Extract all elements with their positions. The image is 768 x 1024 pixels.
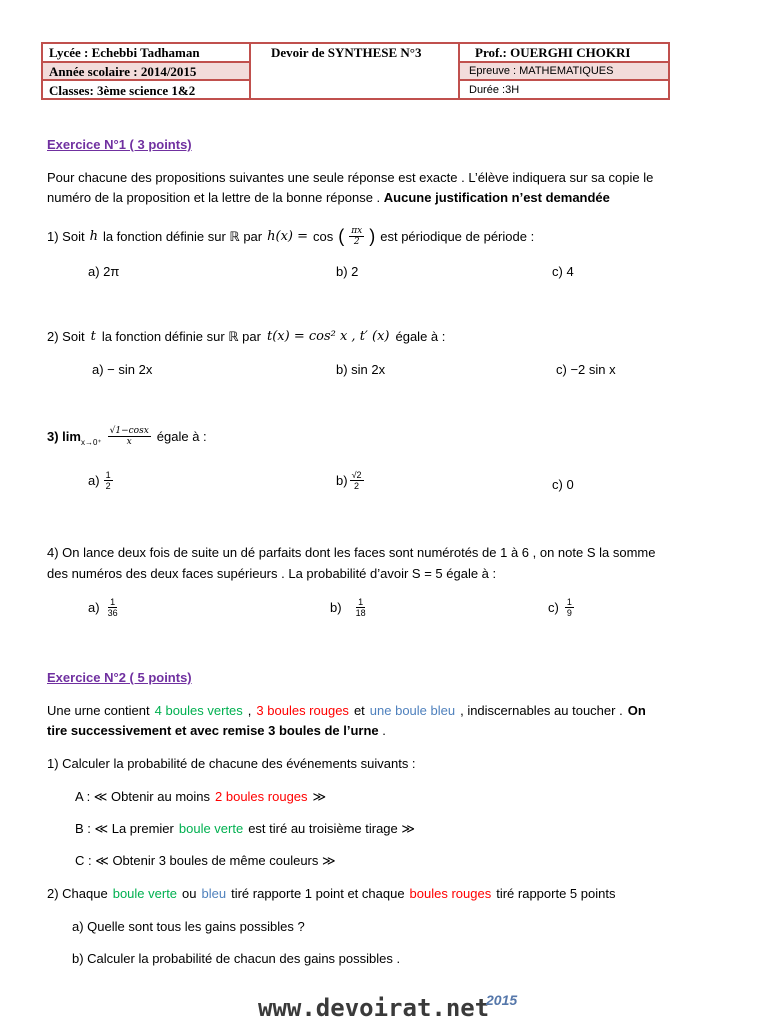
- ex2-l1-blue: une boule bleu: [369, 703, 456, 718]
- q2-ex2-d: tiré rapporte 5 points: [496, 886, 616, 901]
- ex1-title: Exercice N°1 ( 3 points): [47, 137, 192, 152]
- q1-choice-a: a) 2π: [88, 264, 120, 279]
- q3-statement: [47, 426, 207, 447]
- ex2-line2: [47, 723, 386, 738]
- header-year-cell: [42, 62, 250, 80]
- q2-ex2-red: boules rouges: [409, 886, 492, 901]
- q3-a-num: 1: [105, 470, 111, 480]
- ex2-l1-b: ,: [247, 703, 252, 718]
- event-b-text: B : ≪ La premier: [75, 821, 174, 836]
- ex2-l1-a: Une urne contient: [47, 703, 150, 718]
- q2-statement: [47, 329, 445, 345]
- header-school-cell: [42, 43, 250, 62]
- q2-ex2-a: 2) Chaque: [47, 886, 108, 901]
- q4-c-den: 9: [566, 608, 572, 618]
- q4-a-num: 1: [110, 597, 116, 607]
- header-title: Devoir de SYNTHESE N°3: [271, 45, 422, 60]
- ex2-l1-bold: On: [627, 703, 646, 718]
- q1-statement: [47, 226, 534, 247]
- header-title-cell: [250, 43, 459, 99]
- footer-logo: www.devoirat.net: [258, 994, 490, 1022]
- header-prof-cell: [459, 43, 669, 62]
- ex2-title: Exercice N°2 ( 5 points): [47, 670, 192, 685]
- ex2-event-c: C : ≪ Obtenir 3 boules de même couleurs ≫: [75, 853, 336, 868]
- header-table: [41, 42, 670, 100]
- ex2-l1-d: , indiscernables au toucher .: [460, 703, 623, 718]
- q3-b-frac: [350, 470, 364, 491]
- q2-ex2-green: boule verte: [112, 886, 178, 901]
- q1-text-b: la fonction définie sur ℝ par: [102, 228, 263, 244]
- q2-text-a: 2) Soit: [47, 329, 85, 344]
- q4-c-num: 1: [566, 597, 572, 607]
- ex2-l2-end: .: [382, 723, 386, 738]
- q1-paren-close: ): [369, 226, 376, 246]
- q3-label: 3) lim: [47, 429, 81, 444]
- q4-b-frac: [356, 597, 366, 618]
- q4-a-label: a): [88, 600, 100, 615]
- event-a-red: 2 boules rouges: [215, 789, 308, 804]
- q1-choice-b: b) 2: [336, 264, 359, 279]
- q4-b-num: 1: [358, 597, 364, 607]
- q2-choice-c: c) −2 sin x: [556, 362, 616, 377]
- q2-text-b: la fonction définie sur ℝ par: [101, 329, 261, 344]
- header-school: Lycée : Echebbi Tadhaman: [49, 45, 200, 60]
- ex2-l1-green: 4 boules vertes: [154, 703, 243, 718]
- q3-fraction: [108, 426, 151, 447]
- q2-text-c: égale à :: [395, 329, 446, 344]
- q2-choice-b: b) sin 2x: [336, 362, 386, 377]
- header-classes: Classes: 3ème science 1&2: [49, 83, 196, 98]
- ex2-l2-bold: tire successivement et avec remise 3 boules de l’urne: [47, 723, 379, 738]
- q1-text-c: est périodique de période :: [380, 229, 535, 244]
- footer-year: 2015: [486, 992, 518, 1008]
- q4-choice-a: [88, 597, 118, 618]
- header-prof: Prof.: OUERGHI CHOKRI: [475, 45, 631, 60]
- ex2-event-a: [75, 789, 326, 805]
- q3-b-num: √2: [351, 470, 362, 480]
- ex2-l1-red: 3 boules rouges: [256, 703, 349, 718]
- q4-a-frac: [108, 597, 118, 618]
- q3-b-label: b): [336, 473, 348, 488]
- q3-b-den: 2: [354, 481, 360, 491]
- ex1-intro-bold: Aucune justification n’est demandée: [383, 190, 610, 205]
- q1-hx: h(x) =: [267, 229, 308, 244]
- q4-choice-c: [548, 597, 574, 618]
- q3-sub: x→0⁺: [80, 438, 102, 447]
- q1-frac-den: 2: [353, 237, 360, 247]
- q4-line2: des numéros des deux faces supérieurs . La probabilité d’avoir S = 5 égale à :: [47, 566, 497, 581]
- q2-choice-a: a) − sin 2x: [92, 362, 153, 377]
- event-b-green: boule verte: [178, 821, 244, 836]
- ex2-q1: 1) Calculer la probabilité de chacune des événements suivants :: [47, 756, 416, 771]
- q2-expr: t(x) = cos² x , t′ (x): [266, 329, 390, 344]
- header-year: Année scolaire : 2014/2015: [49, 64, 197, 79]
- q1-frac-num: πx: [351, 226, 363, 236]
- event-a-text: A : ≪ Obtenir au moins: [75, 789, 211, 804]
- ex1-intro-line2-text: numéro de la proposition et la lettre de la bonne réponse .: [47, 190, 381, 205]
- ex2-l1-c: et: [353, 703, 365, 718]
- q3-choice-c: c) 0: [552, 477, 574, 492]
- q4-b-label: b): [330, 600, 342, 615]
- q3-a-den: 2: [105, 481, 111, 491]
- q3-a-label: a): [88, 473, 100, 488]
- q4-choice-b: [330, 597, 366, 618]
- ex2-q2b: b) Calculer la probabilité de chacun des gains possibles .: [72, 951, 401, 966]
- q1-fraction: [349, 226, 364, 247]
- ex1-intro-line1: Pour chacune des propositions suivantes une seule réponse est exacte . L’élève indiquera sur sa copie le: [47, 170, 654, 185]
- q1-h: h: [89, 229, 98, 244]
- header-epreuve: Epreuve : MATHEMATIQUES: [469, 65, 614, 77]
- event-a-end: ≫: [312, 789, 327, 804]
- q3-choice-a: [88, 470, 113, 491]
- event-b-end: est tiré au troisième tirage ≫: [248, 821, 415, 836]
- q3-choice-b: [336, 470, 364, 491]
- q2-ex2-b: ou: [182, 886, 197, 901]
- header-classes-cell: [42, 80, 250, 99]
- header-duree: Durée :3H: [469, 84, 520, 96]
- q2-ex2-c: tiré rapporte 1 point et chaque: [231, 886, 405, 901]
- q1-text-a: 1) Soit: [47, 229, 85, 244]
- q2-ex2-blue: bleu: [201, 886, 227, 901]
- q3-text: égale à :: [156, 429, 207, 444]
- ex2-line1: [47, 703, 646, 718]
- q4-a-den: 36: [107, 608, 118, 618]
- ex2-q2a: a) Quelle sont tous les gains possibles ?: [72, 919, 305, 934]
- header-epreuve-cell: [459, 62, 669, 80]
- q4-c-frac: [565, 597, 574, 618]
- q3-a-frac: [104, 470, 113, 491]
- ex2-event-b: [75, 821, 415, 837]
- q1-cos: cos: [313, 229, 334, 244]
- ex2-q2: [47, 886, 615, 901]
- q4-line1: 4) On lance deux fois de suite un dé parfaits dont les faces sont numérotés de 1 à 6 , on note S la somme: [47, 545, 656, 560]
- q3-frac-den: x: [126, 437, 132, 447]
- q1-paren-open: (: [338, 226, 345, 246]
- q2-t: t: [90, 329, 96, 344]
- q4-c-label: c): [548, 600, 559, 615]
- ex1-intro-line2: [47, 190, 610, 205]
- q1-choice-c: c) 4: [552, 264, 574, 279]
- q4-b-den: 18: [355, 608, 366, 618]
- header-duree-cell: [459, 80, 669, 99]
- q3-frac-num: √1−cosx: [109, 426, 149, 436]
